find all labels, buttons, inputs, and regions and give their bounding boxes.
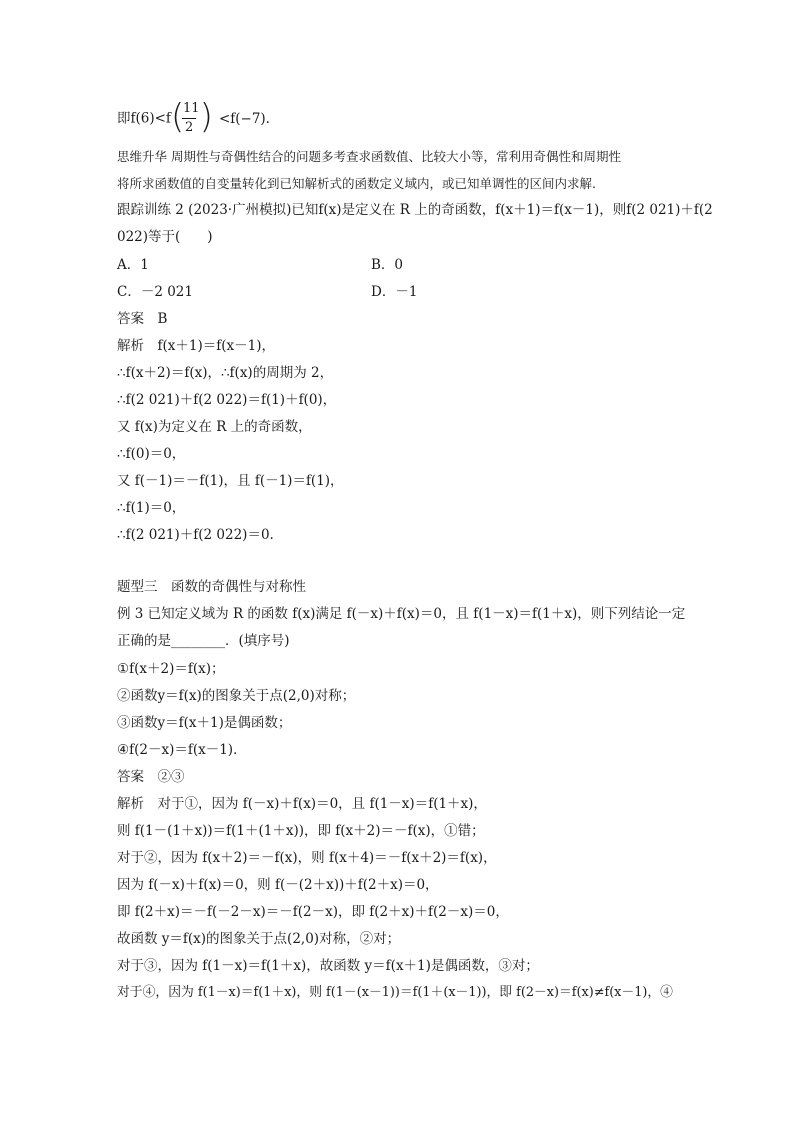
statement-2: ②函数y＝f(x)的图象关于点(2,0)对称； [117, 688, 356, 704]
solution-line-3: ∴f(2 021)＋f(2 022)＝f(1)＋f(0)， [117, 392, 337, 408]
solution-line-1: 解析 f(x＋1)＝f(x－1)， [117, 338, 275, 354]
solution-line-5: ∴f(0)＝0， [117, 446, 186, 462]
solution-line-8: ∴f(2 021)＋f(2 022)＝0. [117, 527, 274, 543]
conclusion-prefix: 即f(6)<f [117, 110, 171, 127]
solution-line-7: ∴f(1)＝0， [117, 500, 186, 516]
exercise-question-line-2: 022)等于( ) [117, 229, 213, 245]
right-paren: ) [199, 97, 213, 137]
option-a: A．1 [117, 257, 149, 273]
answer-line: 答案 B [117, 311, 168, 327]
solution-line-4: 又 f(x)为定义在 R 上的奇函数， [117, 419, 312, 435]
example-solution-line-7: 对于③，因为 f(1－x)＝f(1＋x)，故函数 y＝f(x＋1)是偶函数，③对； [117, 958, 539, 974]
summary-line-1: 思维升华 周期性与奇偶性结合的问题多考查求函数值、比较大小等，常利用奇偶性和周期性 [117, 149, 621, 164]
example-solution-line-3: 对于②，因为 f(x＋2)＝－f(x)，则 f(x＋4)＝－f(x＋2)＝f(x)， [117, 850, 497, 866]
fraction-denominator: 2 [184, 120, 194, 135]
example-answer-line: 答案 ②③ [117, 769, 185, 785]
option-b: B．0 [371, 257, 404, 273]
statement-4: ④f(2－x)＝f(x－1)． [117, 742, 247, 758]
example-solution-line-1: 解析 对于①，因为 f(－x)＋f(x)＝0，且 f(1－x)＝f(1＋x)， [117, 796, 487, 812]
example-solution-line-6: 故函数 y＝f(x)的图象关于点(2,0)对称，②对； [117, 931, 401, 947]
fraction-eleven-halves [170, 97, 213, 137]
example-solution-line-5: 即 f(2＋x)＝－f(－2－x)＝－f(2－x)，即 f(2＋x)＋f(2－x)＝0， [117, 904, 509, 920]
option-d: D．－1 [371, 284, 418, 300]
summary-line-2: 将所求函数值的自变量转化到已知解析式的函数定义域内，或已知单调性的区间内求解. [117, 176, 596, 191]
conclusion-suffix: <f(−7). [218, 110, 270, 127]
line-conclusion [117, 97, 270, 137]
option-c: C．－2 021 [117, 284, 193, 300]
example-solution-line-2: 则 f(1－(1＋x))＝f(1＋(1＋x))，即 f(x＋2)＝－f(x)，①错； [117, 823, 485, 839]
options-row-1 [117, 256, 149, 274]
left-paren: ( [170, 97, 185, 137]
section-heading: 题型三 函数的奇偶性与对称性 [117, 579, 306, 595]
example-solution-line-4: 因为 f(－x)＋f(x)＝0，则 f(－(2＋x))＋f(2＋x)＝0， [117, 877, 439, 893]
exercise-question-line-1: 跟踪训练 2 (2023·广州模拟)已知f(x)是定义在 R 上的奇函数，f(x＋1)＝f(x－1)，则f(2 021)＋f(2 [117, 202, 713, 218]
statement-3: ③函数y＝f(x＋1)是偶函数； [117, 715, 292, 731]
example-question-line-2: 正确的是________．(填序号) [117, 633, 290, 649]
statement-1: ①f(x＋2)＝f(x)； [117, 661, 225, 677]
fraction-bar [182, 118, 196, 119]
solution-line-2: ∴f(x＋2)＝f(x)，∴f(x)的周期为 2， [117, 365, 334, 381]
solution-line-6: 又 f(－1)＝－f(1)，且 f(－1)＝f(1)， [117, 473, 344, 489]
fraction-numerator: 11 [182, 101, 200, 116]
example-question-line-1: 例 3 已知定义域为 R 的函数 f(x)满足 f(－x)＋f(x)＝0，且 f(1－x)＝f(1＋x)，则下列结论一定 [117, 606, 686, 622]
example-solution-line-8: 对于④，因为 f(1－x)＝f(1＋x)，则 f(1－(x－1))＝f(1＋(x－1))，即 f(2－x)＝f(x)≠f(x－1)，④ [117, 985, 673, 1000]
